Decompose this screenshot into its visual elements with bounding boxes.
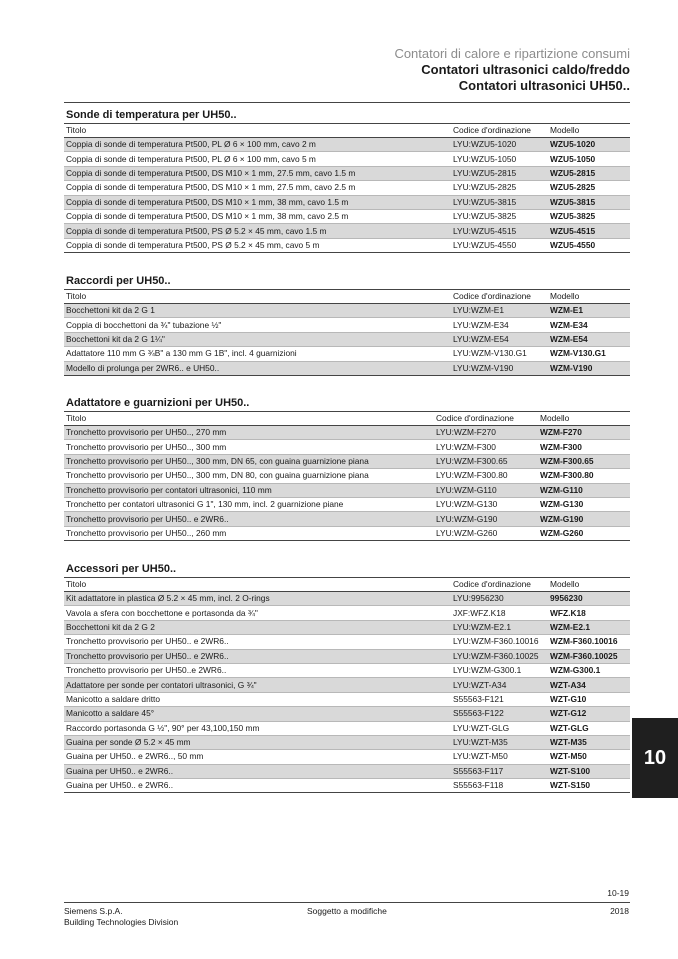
row-model: WZM-V130.G1	[548, 347, 630, 361]
table-row	[64, 620, 630, 634]
footer-company-block	[64, 906, 178, 928]
product-table	[64, 412, 630, 541]
column-header-title: Titolo	[64, 290, 451, 304]
table-header-row	[64, 290, 630, 304]
section-fittings	[64, 274, 630, 376]
row-model: WZT-A34	[548, 678, 630, 692]
row-order-code: LYU:WZU5-3815	[451, 195, 548, 209]
row-order-code: LYU:WZM-E2.1	[451, 620, 548, 634]
section-temperature-probes	[64, 108, 630, 253]
header-category: Contatori di calore e ripartizione consumi	[394, 46, 630, 61]
row-order-code: LYU:WZM-G300.1	[451, 663, 548, 677]
table-row	[64, 592, 630, 606]
column-header-code: Codice d'ordinazione	[451, 124, 548, 138]
product-table	[64, 290, 630, 376]
row-title: Adattatore 110 mm G ¾B" a 130 mm G 1B", incl. 4 guarnizioni	[64, 347, 451, 361]
row-order-code: LYU:WZM-G260	[434, 526, 538, 540]
row-title: Kit adattatore in plastica Ø 5.2 × 45 mm, incl. 2 O-rings	[64, 592, 451, 606]
column-header-title: Titolo	[64, 124, 451, 138]
row-model: WZT-S150	[548, 779, 630, 793]
row-model: WZM-G300.1	[548, 663, 630, 677]
row-model: WZM-F300	[538, 440, 630, 454]
table-row	[64, 440, 630, 454]
row-order-code: LYU:WZM-V130.G1	[451, 347, 548, 361]
header-divider	[64, 102, 630, 103]
row-order-code: LYU:WZU5-2825	[451, 181, 548, 195]
footer-company: Siemens S.p.A.	[64, 906, 123, 916]
row-title: Coppia di sonde di temperatura Pt500, DS M10 × 1 mm, 27.5 mm, cavo 1.5 m	[64, 166, 451, 180]
column-header-title: Titolo	[64, 412, 434, 426]
row-title: Raccordo portasonda G ½", 90° per 43,100,150 mm	[64, 721, 451, 735]
product-table	[64, 578, 630, 793]
table-row	[64, 361, 630, 375]
row-model: WZT-G10	[548, 692, 630, 706]
column-header-model: Modello	[538, 412, 630, 426]
row-model: WZU5-4550	[548, 238, 630, 252]
row-order-code: LYU:WZM-G110	[434, 483, 538, 497]
row-order-code: LYU:WZU5-1050	[451, 152, 548, 166]
header-subcategory: Contatori ultrasonici caldo/freddo	[421, 62, 630, 77]
row-order-code: LYU:WZM-F360.10025	[451, 649, 548, 663]
row-title: Bocchettoni kit da 2 G 1	[64, 304, 451, 318]
table-row	[64, 195, 630, 209]
row-model: WZM-G110	[538, 483, 630, 497]
row-model: WZU5-2825	[548, 181, 630, 195]
header-product: Contatori ultrasonici UH50..	[458, 78, 630, 93]
row-model: WZU5-3815	[548, 195, 630, 209]
section-title: Sonde di temperatura per UH50..	[64, 108, 630, 124]
table-row	[64, 318, 630, 332]
row-title: Guaina per sonde Ø 5.2 × 45 mm	[64, 735, 451, 749]
row-order-code: LYU:WZM-F360.10016	[451, 635, 548, 649]
row-model: WZM-V190	[548, 361, 630, 375]
row-model: WZU5-2815	[548, 166, 630, 180]
table-header-row	[64, 124, 630, 138]
row-title: Tronchetto provvisorio per UH50.., 300 mm, DN 65, con guaina guarnizione piana	[64, 454, 434, 468]
section-accessories	[64, 562, 630, 793]
row-order-code: LYU:WZT-GLG	[451, 721, 548, 735]
footer-divider	[64, 902, 630, 903]
row-title: Guaina per UH50.. e 2WR6.., 50 mm	[64, 750, 451, 764]
row-order-code: LYU:WZU5-3825	[451, 209, 548, 223]
row-title: Coppia di sonde di temperatura Pt500, PS Ø 5.2 × 45 mm, cavo 1.5 m	[64, 224, 451, 238]
row-title: Bocchettoni kit da 2 G 1¼"	[64, 332, 451, 346]
column-header-title: Titolo	[64, 578, 451, 592]
section-adapters-gaskets	[64, 396, 630, 541]
table-row	[64, 304, 630, 318]
row-model: WFZ.K18	[548, 606, 630, 620]
table-row	[64, 779, 630, 793]
page-header	[394, 46, 630, 94]
row-title: Tronchetto provvisorio per UH50.., 300 mm, DN 80, con guaina guarnizione piana	[64, 469, 434, 483]
row-title: Tronchetto provvisorio per UH50.., 270 mm	[64, 426, 434, 440]
row-order-code: LYU:WZU5-4550	[451, 238, 548, 252]
row-order-code: S55563-F118	[451, 779, 548, 793]
row-title: Adattatore per sonde per contatori ultrasonici, G ¾"	[64, 678, 451, 692]
row-title: Coppia di sonde di temperatura Pt500, DS M10 × 1 mm, 27.5 mm, cavo 2.5 m	[64, 181, 451, 195]
row-order-code: LYU:WZT-M35	[451, 735, 548, 749]
row-order-code: LYU:WZM-E1	[451, 304, 548, 318]
row-order-code: LYU:WZM-E54	[451, 332, 548, 346]
row-order-code: LYU:WZM-V190	[451, 361, 548, 375]
row-order-code: LYU:WZM-E34	[451, 318, 548, 332]
row-order-code: LYU:WZM-G190	[434, 512, 538, 526]
row-order-code: LYU:WZU5-4515	[451, 224, 548, 238]
column-header-model: Modello	[548, 124, 630, 138]
row-title: Tronchetto provvisorio per UH50.. e 2WR6..	[64, 512, 434, 526]
footer-note: Soggetto a modifiche	[307, 906, 387, 916]
row-title: Coppia di bocchettoni da ¾" tubazione ½"	[64, 318, 451, 332]
row-title: Tronchetto provvisorio per UH50.., 260 mm	[64, 526, 434, 540]
row-model: WZM-F270	[538, 426, 630, 440]
table-row	[64, 663, 630, 677]
table-row	[64, 426, 630, 440]
footer-year: 2018	[610, 906, 629, 916]
row-order-code: S55563-F121	[451, 692, 548, 706]
row-title: Guaina per UH50.. e 2WR6..	[64, 779, 451, 793]
table-row	[64, 692, 630, 706]
column-header-code: Codice d'ordinazione	[434, 412, 538, 426]
row-model: WZT-GLG	[548, 721, 630, 735]
table-row	[64, 649, 630, 663]
table-row	[64, 138, 630, 152]
table-row	[64, 750, 630, 764]
row-order-code: LYU:WZM-F300	[434, 440, 538, 454]
page-number: 10-19	[607, 888, 629, 898]
table-row	[64, 678, 630, 692]
row-model: WZU5-1020	[548, 138, 630, 152]
row-order-code: LYU:WZM-F300.80	[434, 469, 538, 483]
table-row	[64, 469, 630, 483]
footer-division: Building Technologies Division	[64, 917, 179, 927]
row-title: Guaina per UH50.. e 2WR6..	[64, 764, 451, 778]
row-order-code: LYU:9956230	[451, 592, 548, 606]
row-model: WZM-E54	[548, 332, 630, 346]
column-header-code: Codice d'ordinazione	[451, 578, 548, 592]
row-model: WZT-S100	[548, 764, 630, 778]
table-row	[64, 606, 630, 620]
row-order-code: LYU:WZU5-2815	[451, 166, 548, 180]
table-row	[64, 512, 630, 526]
table-row	[64, 152, 630, 166]
table-row	[64, 526, 630, 540]
table-row	[64, 735, 630, 749]
row-model: WZU5-1050	[548, 152, 630, 166]
table-row	[64, 497, 630, 511]
row-model: WZU5-4515	[548, 224, 630, 238]
row-model: WZU5-3825	[548, 209, 630, 223]
row-title: Coppia di sonde di temperatura Pt500, PL Ø 6 × 100 mm, cavo 5 m	[64, 152, 451, 166]
section-title: Raccordi per UH50..	[64, 274, 630, 290]
row-model: WZM-F300.80	[538, 469, 630, 483]
row-title: Bocchettoni kit da 2 G 2	[64, 620, 451, 634]
product-table	[64, 124, 630, 253]
row-title: Tronchetto per contatori ultrasonici G 1", 130 mm, incl. 2 guarnizione piane	[64, 497, 434, 511]
table-row	[64, 209, 630, 223]
row-order-code: JXF:WFZ.K18	[451, 606, 548, 620]
column-header-model: Modello	[548, 290, 630, 304]
row-order-code: S55563-F117	[451, 764, 548, 778]
table-header-row	[64, 578, 630, 592]
row-order-code: LYU:WZT-M50	[451, 750, 548, 764]
row-order-code: LYU:WZT-A34	[451, 678, 548, 692]
row-title: Tronchetto provvisorio per UH50.. e 2WR6..	[64, 635, 451, 649]
section-title: Accessori per UH50..	[64, 562, 630, 578]
row-model: 9956230	[548, 592, 630, 606]
table-row	[64, 635, 630, 649]
row-model: WZM-G260	[538, 526, 630, 540]
row-title: Tronchetto provvisorio per contatori ultrasonici, 110 mm	[64, 483, 434, 497]
row-model: WZM-E2.1	[548, 620, 630, 634]
table-header-row	[64, 412, 630, 426]
table-row	[64, 483, 630, 497]
row-title: Coppia di sonde di temperatura Pt500, PS Ø 5.2 × 45 mm, cavo 5 m	[64, 238, 451, 252]
row-model: WZM-G190	[538, 512, 630, 526]
table-row	[64, 707, 630, 721]
row-title: Coppia di sonde di temperatura Pt500, DS M10 × 1 mm, 38 mm, cavo 1.5 m	[64, 195, 451, 209]
row-title: Tronchetto provvisorio per UH50.., 300 mm	[64, 440, 434, 454]
table-row	[64, 721, 630, 735]
row-model: WZM-E1	[548, 304, 630, 318]
row-title: Manicotto a saldare dritto	[64, 692, 451, 706]
row-model: WZM-F300.65	[538, 454, 630, 468]
row-title: Coppia di sonde di temperatura Pt500, DS M10 × 1 mm, 38 mm, cavo 2.5 m	[64, 209, 451, 223]
row-order-code: S55563-F122	[451, 707, 548, 721]
row-title: Modello di prolunga per 2WR6.. e UH50..	[64, 361, 451, 375]
row-model: WZM-F360.10025	[548, 649, 630, 663]
row-title: Coppia di sonde di temperatura Pt500, PL Ø 6 × 100 mm, cavo 2 m	[64, 138, 451, 152]
table-row	[64, 166, 630, 180]
row-order-code: LYU:WZM-G130	[434, 497, 538, 511]
row-title: Vavola a sfera con bocchettone e portasonda da ¾"	[64, 606, 451, 620]
table-row	[64, 764, 630, 778]
row-title: Manicotto a saldare 45°	[64, 707, 451, 721]
row-model: WZM-G130	[538, 497, 630, 511]
column-header-code: Codice d'ordinazione	[451, 290, 548, 304]
row-title: Tronchetto provvisorio per UH50..e 2WR6..	[64, 663, 451, 677]
row-title: Tronchetto provvisorio per UH50.. e 2WR6..	[64, 649, 451, 663]
table-row	[64, 238, 630, 252]
table-row	[64, 454, 630, 468]
chapter-tab: 10	[632, 718, 678, 798]
section-title: Adattatore e guarnizioni per UH50..	[64, 396, 630, 412]
row-model: WZT-M50	[548, 750, 630, 764]
table-row	[64, 332, 630, 346]
row-model: WZM-E34	[548, 318, 630, 332]
row-model: WZT-G12	[548, 707, 630, 721]
row-model: WZT-M35	[548, 735, 630, 749]
row-order-code: LYU:WZM-F270	[434, 426, 538, 440]
table-row	[64, 347, 630, 361]
row-order-code: LYU:WZM-F300.65	[434, 454, 538, 468]
row-order-code: LYU:WZU5-1020	[451, 138, 548, 152]
table-row	[64, 181, 630, 195]
table-row	[64, 224, 630, 238]
column-header-model: Modello	[548, 578, 630, 592]
row-model: WZM-F360.10016	[548, 635, 630, 649]
